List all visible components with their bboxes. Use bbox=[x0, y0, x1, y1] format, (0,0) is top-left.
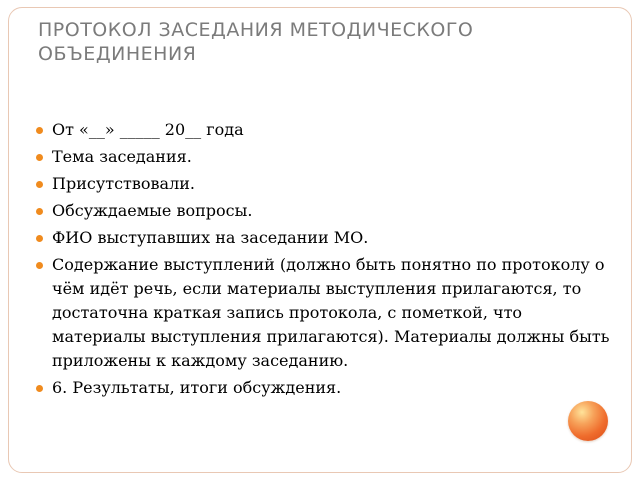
bullet-icon bbox=[36, 385, 43, 392]
bullet-text: Присутствовали. bbox=[52, 174, 195, 193]
bullet-icon bbox=[36, 127, 43, 134]
bullet-text: От «__» _____ 20__ года bbox=[52, 120, 244, 139]
bullet-item-content bbox=[52, 253, 612, 373]
bullet-text: Обсуждаемые вопросы. bbox=[52, 201, 253, 220]
bullet-icon bbox=[36, 181, 43, 188]
bullet-item-speakers bbox=[52, 226, 612, 250]
slide-title-line-1: ПРОТОКОЛ ЗАСЕДАНИЯ МЕТОДИЧЕСКОГО bbox=[38, 19, 474, 41]
bullet-item-attendees bbox=[52, 172, 612, 196]
decorative-orb-icon bbox=[568, 401, 608, 441]
bullet-text: ФИО выступавших на заседании МО. bbox=[52, 228, 369, 247]
bullet-item-date bbox=[52, 118, 612, 142]
bullet-item-topic bbox=[52, 145, 612, 169]
slide-title bbox=[38, 18, 598, 66]
slide-title-line-2: ОБЪЕДИНЕНИЯ bbox=[38, 43, 197, 65]
bullet-icon bbox=[36, 208, 43, 215]
bullet-icon bbox=[36, 235, 43, 242]
bullet-icon bbox=[36, 154, 43, 161]
bullet-icon bbox=[36, 262, 43, 269]
bullet-text: 6. Результаты, итоги обсуждения. bbox=[52, 378, 342, 397]
bullet-item-results bbox=[52, 376, 612, 400]
bullet-text: Содержание выступлений (должно быть понятно по протоколу о чём идёт речь, если материалы выступления прилагаются, то достаточна краткая запись протокола, с пометкой, что материалы выступления прилагаются). Материалы должны быть приложены к каждому заседанию. bbox=[52, 255, 610, 370]
bullet-text: Тема заседания. bbox=[52, 147, 192, 166]
bullet-list bbox=[52, 118, 612, 403]
bullet-item-questions bbox=[52, 199, 612, 223]
